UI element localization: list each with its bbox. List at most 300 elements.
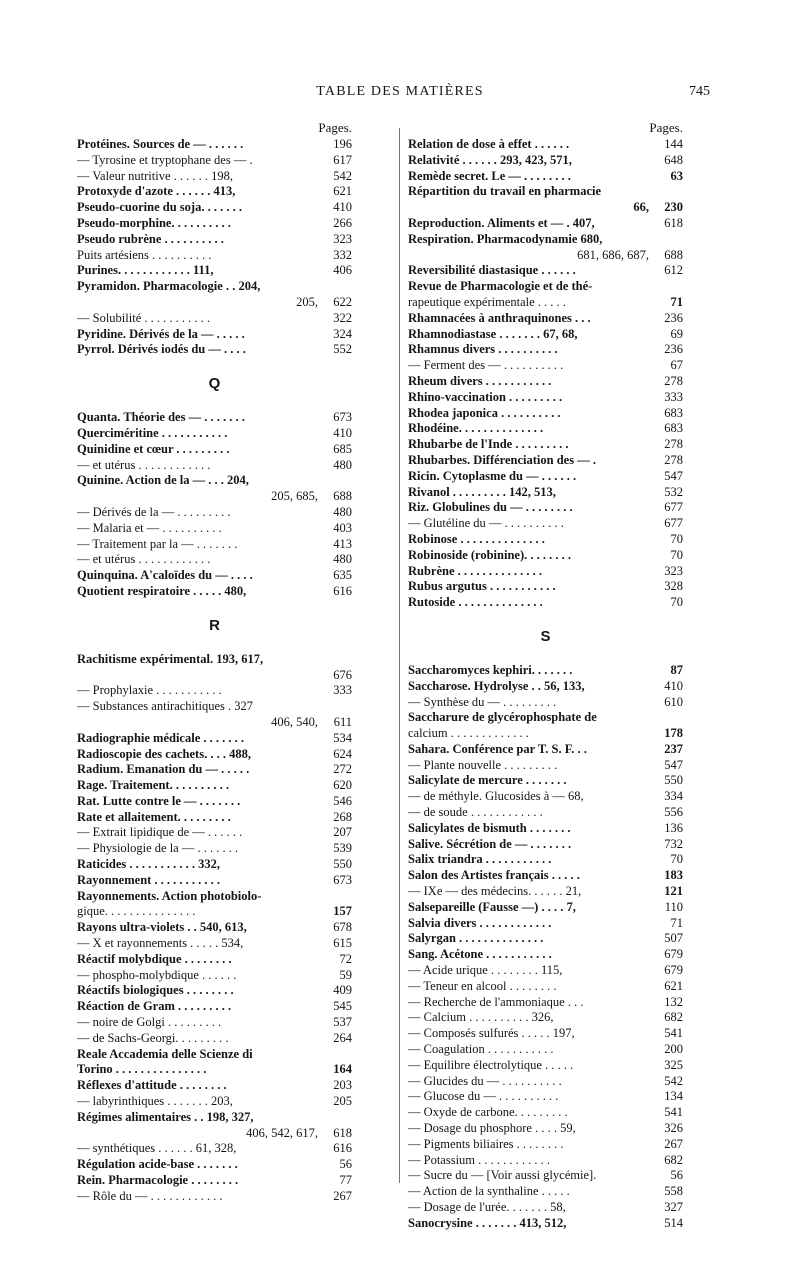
entry-page-number: 207 <box>333 825 352 840</box>
entry-text: — Malaria et — . . . . . . . . . . <box>77 520 222 535</box>
entry-page-number <box>318 889 352 905</box>
entry-page-number: 677 <box>664 500 683 515</box>
entry-page-number: 327 <box>664 1200 683 1214</box>
index-entry <box>408 500 683 516</box>
entry-page-number <box>649 710 683 726</box>
entry-text: Réaction de Gram . . . . . . . . . <box>77 999 232 1014</box>
entry-text: 205, <box>296 294 318 309</box>
entry-page-number: 59 <box>339 967 352 982</box>
index-entry <box>77 1157 352 1173</box>
index-entry <box>408 900 683 916</box>
entry-page-number: 136 <box>664 820 683 835</box>
index-entry <box>77 442 352 458</box>
entry-page-number: 268 <box>333 809 352 824</box>
index-entry <box>77 279 352 295</box>
index-entry <box>408 1074 683 1090</box>
entry-page-number <box>318 1047 352 1063</box>
entry-page-number: 87 <box>670 662 683 677</box>
index-entry <box>77 794 352 810</box>
entry-page-number: 621 <box>664 978 683 993</box>
entry-page-number: 542 <box>333 168 352 183</box>
entry-page-number: 677 <box>664 516 683 531</box>
entry-text: — Composés sulfurés . . . . . 197, <box>408 1026 575 1041</box>
entry-text: — noire de Golgi . . . . . . . . . <box>77 1015 222 1030</box>
entry-page-number: 617 <box>333 152 352 167</box>
index-entry <box>408 1089 683 1105</box>
entry-text: Quercimériti​ne . . . . . . . . . . . <box>77 425 228 440</box>
entry-text: Salicylate de mercure . . . . . . . <box>408 773 567 788</box>
entry-text: Respiration. Pharmacodynamie 680, <box>408 231 603 246</box>
index-entry <box>408 663 683 679</box>
index-entry <box>408 821 683 837</box>
entry-page-number: 480 <box>333 504 352 519</box>
entry-text: Rayonnement . . . . . . . . . . . <box>77 872 221 887</box>
index-entry <box>408 232 683 248</box>
index-column-right <box>408 118 683 1232</box>
index-entry <box>408 1042 683 1058</box>
entry-text: — Physiologie de la — . . . . . . . <box>77 841 239 856</box>
entry-page-number: 403 <box>333 520 352 535</box>
entry-page-number: 333 <box>333 683 352 698</box>
index-entry <box>77 295 352 311</box>
entry-text: 406, 542, 617, <box>246 1125 318 1140</box>
index-entry <box>77 521 352 537</box>
entry-page-number: 410 <box>333 200 352 215</box>
entry-text: — phospho-molybdique . . . . . . <box>77 967 237 982</box>
index-entry <box>77 1015 352 1031</box>
entry-text: — Potassium . . . . . . . . . . . . <box>408 1152 551 1167</box>
index-entry <box>77 169 352 185</box>
entry-page-number: 323 <box>664 563 683 578</box>
entry-text: Régulation acide-base . . . . . . . <box>77 1157 238 1172</box>
entry-page-number: 678 <box>333 920 352 935</box>
index-entry <box>77 747 352 763</box>
entry-text: Revue de Pharmacologie et de thé- <box>408 279 593 294</box>
index-entry <box>77 731 352 747</box>
entry-page-number: 203 <box>333 1078 352 1093</box>
index-entry <box>77 248 352 264</box>
entry-text: — Glucose du — . . . . . . . . . . <box>408 1089 559 1104</box>
entry-text: rapeutique expérimentale . . . . . <box>408 294 566 309</box>
entry-page-number: 611 <box>333 714 352 729</box>
index-entry <box>408 421 683 437</box>
entry-text: Quanta. Théorie des — . . . . . . . <box>77 410 245 425</box>
index-entry <box>77 153 352 169</box>
entry-page-number <box>649 279 683 295</box>
entry-text: Salix triandra . . . . . . . . . . . <box>408 852 552 867</box>
entry-text: Raticides . . . . . . . . . . . 332, <box>77 857 221 872</box>
entry-page-number <box>318 279 352 295</box>
entry-page-number: 205 <box>333 1094 352 1109</box>
index-entry <box>408 758 683 774</box>
entry-text: 681, 686, 687, <box>577 247 649 262</box>
entry-page-number: 610 <box>664 694 683 709</box>
entry-page-number <box>318 699 352 715</box>
entry-page-number: 683 <box>664 405 683 420</box>
entry-page-number: 410 <box>664 678 683 693</box>
index-entry <box>408 390 683 406</box>
entry-text: — Sucre du — [Voir aussi glycémie]. <box>408 1168 597 1183</box>
pages-label: Pages. <box>318 120 352 135</box>
index-entry <box>77 936 352 952</box>
entry-page-number: 278 <box>664 437 683 452</box>
entry-page-number: 278 <box>664 373 683 388</box>
index-entry <box>408 963 683 979</box>
entry-page-number <box>318 1110 352 1126</box>
entry-page-number: 326 <box>664 1121 683 1136</box>
index-entry <box>408 695 683 711</box>
index-entry <box>408 1153 683 1169</box>
entry-text: Rayons ultra-violets . . 540, 613, <box>77 920 247 935</box>
entry-page-number <box>649 184 683 200</box>
index-entry <box>77 489 352 505</box>
entry-text: — Action de la synthaline . . . . . <box>408 1184 570 1199</box>
entry-page-number: 480 <box>333 457 352 472</box>
entry-text: Radium. Emanation du — . . . . . <box>77 762 250 777</box>
index-entry <box>77 825 352 841</box>
entry-page-number: 230 <box>664 200 683 215</box>
entry-page-number: 325 <box>664 1057 683 1072</box>
running-title: TABLE DES MATIÈRES <box>316 84 484 99</box>
entry-text: Rachitisme expérimental. 193, 617, <box>77 651 264 666</box>
entry-page-number <box>649 232 683 248</box>
entry-text: Réactif molybdique . . . . . . . . <box>77 951 232 966</box>
entry-text: — Recherche de l'ammoniaque . . . <box>408 994 584 1009</box>
entry-page-number: 121 <box>664 884 683 899</box>
page-number: 745 <box>689 84 710 99</box>
entry-text: Rhino-vaccination . . . . . . . . . <box>408 389 563 404</box>
index-entry <box>77 999 352 1015</box>
entry-text: Rhubarbes. Différenciation des — . <box>408 452 596 467</box>
index-entry <box>77 1173 352 1189</box>
entry-page-number: 332 <box>333 247 352 262</box>
entry-text: Salvia divers . . . . . . . . . . . . <box>408 915 552 930</box>
index-entry <box>77 1189 352 1205</box>
index-entry <box>408 153 683 169</box>
entry-text: Rubus argutus . . . . . . . . . . . <box>408 579 556 594</box>
entry-text: — Plante nouvelle . . . . . . . . . <box>408 757 558 772</box>
entry-text: Relation de dose à effet . . . . . . <box>408 137 570 151</box>
entry-page-number: 673 <box>333 872 352 887</box>
entry-text: Reale Accademia delle Scienze di <box>77 1046 253 1061</box>
entry-text: Remède secret. Le — . . . . . . . . <box>408 168 571 183</box>
index-entry <box>408 437 683 453</box>
entry-text: Robinose . . . . . . . . . . . . . . <box>408 531 545 546</box>
entry-page-number: 534 <box>333 730 352 745</box>
entry-text: — Acide urique . . . . . . . . 115, <box>408 963 563 978</box>
section-letter: S <box>540 627 551 645</box>
index-entry <box>408 1105 683 1121</box>
entry-page-number: 732 <box>664 836 683 851</box>
index-entry <box>77 715 352 731</box>
entry-page-number: 410 <box>333 425 352 440</box>
entry-text: Rutoside . . . . . . . . . . . . . . <box>408 595 543 610</box>
entry-page-number <box>318 473 352 489</box>
entry-page-number: 323 <box>333 231 352 246</box>
index-entry <box>408 279 683 295</box>
index-entry <box>77 568 352 584</box>
index-entry <box>408 184 683 200</box>
entry-page-number: 324 <box>333 326 352 341</box>
index-entry <box>408 679 683 695</box>
entry-page-number: 70 <box>670 852 683 867</box>
entry-page-number: 514 <box>664 1215 683 1230</box>
entry-page-number: 71 <box>670 915 683 930</box>
entry-page-number: 56 <box>670 1168 683 1183</box>
index-entry <box>77 699 352 715</box>
entry-page-number: 409 <box>333 983 352 998</box>
entry-text: Rhodéine. . . . . . . . . . . . . . <box>408 421 544 436</box>
entry-text: Saccharose. Hydrolyse . . 56, 133, <box>408 678 585 693</box>
index-entry <box>77 652 352 668</box>
entry-text: — Ferment des — . . . . . . . . . . <box>408 358 564 373</box>
entry-text: — Extrait lipidique de — . . . . . . <box>77 825 243 840</box>
index-entry <box>77 537 352 553</box>
entry-page-number: 541 <box>664 1026 683 1041</box>
entry-page-number: 267 <box>664 1136 683 1151</box>
index-entry <box>77 216 352 232</box>
index-entry <box>77 841 352 857</box>
index-entry <box>77 683 352 699</box>
index-entry <box>408 995 683 1011</box>
index-entry <box>77 778 352 794</box>
entry-text: — Equilibre électrolytique . . . . . <box>408 1057 574 1072</box>
entry-page-number: 67 <box>670 358 683 373</box>
entry-text: Quinidine et cœur . . . . . . . . . <box>77 441 230 456</box>
entry-page-number: 616 <box>333 583 352 598</box>
index-entry <box>77 200 352 216</box>
entry-page-number: 683 <box>664 421 683 436</box>
entry-text: — Substances antirachitiques . 327 <box>77 699 254 714</box>
entry-text: — de soude . . . . . . . . . . . . <box>408 805 543 820</box>
index-entry <box>408 884 683 900</box>
entry-page-number: 550 <box>664 773 683 788</box>
entry-text: — Pigments biliaires . . . . . . . . <box>408 1136 564 1151</box>
entry-page-number: 196 <box>333 137 352 151</box>
entry-page-number: 267 <box>333 1188 352 1203</box>
index-entry <box>408 469 683 485</box>
entry-page-number: 71 <box>670 294 683 309</box>
entry-text: — Dérivés de la — . . . . . . . . . <box>77 504 231 519</box>
entry-page-number: 624 <box>333 746 352 761</box>
entry-page-number: 679 <box>664 947 683 962</box>
entry-page-number <box>318 652 352 668</box>
entry-text: Relativité . . . . . . 293, 423, 571, <box>408 152 572 167</box>
entry-page-number: 72 <box>339 951 352 966</box>
index-entry <box>408 916 683 932</box>
index-entry <box>408 1168 683 1184</box>
entry-text: — Prophylaxie . . . . . . . . . . . <box>77 683 222 698</box>
entry-text: — Rôle du — . . . . . . . . . . . . <box>77 1188 223 1203</box>
index-entry <box>408 1200 683 1216</box>
entry-page-number: 539 <box>333 841 352 856</box>
index-entry <box>77 873 352 889</box>
index-entry <box>408 137 683 153</box>
entry-text: Saccharomyces kephiri. . . . . . . <box>408 662 573 677</box>
entry-text: Rat. Lutte contre le — . . . . . . . <box>77 793 241 808</box>
entry-page-number: 236 <box>664 342 683 357</box>
index-entry <box>408 342 683 358</box>
index-entry <box>408 485 683 501</box>
entry-text: Rhamnacées à anthraquinones . . . <box>408 310 591 325</box>
entry-text: — Glucides du — . . . . . . . . . . <box>408 1073 562 1088</box>
entry-page-number: 406 <box>333 263 352 278</box>
entry-text: 205, 685, <box>271 489 318 504</box>
entry-text: Radioscopie des cachets. . . . 488, <box>77 746 251 761</box>
entry-text: Rheum divers . . . . . . . . . . . <box>408 373 552 388</box>
entry-text: — de Sachs-Georgi. . . . . . . . . <box>77 1030 229 1045</box>
entry-page-number: 272 <box>333 762 352 777</box>
index-entry <box>77 983 352 999</box>
column-divider <box>399 128 400 1183</box>
index-entry <box>408 805 683 821</box>
index-entry <box>77 232 352 248</box>
entry-text: gique. . . . . . . . . . . . . . . <box>77 904 196 919</box>
entry-page-number: 616 <box>333 1141 352 1156</box>
entry-text: Torino . . . . . . . . . . . . . . . <box>77 1062 207 1077</box>
index-entry <box>408 837 683 853</box>
index-entry <box>408 564 683 580</box>
entry-page-number: 70 <box>670 595 683 610</box>
index-entry <box>408 516 683 532</box>
entry-text: Radiographie médicale . . . . . . . <box>77 730 245 745</box>
entry-page-number: 547 <box>664 468 683 483</box>
index-entry <box>408 726 683 742</box>
entry-page-number: 56 <box>339 1157 352 1172</box>
entry-text: Reproduction. Aliments et — . 407, <box>408 215 595 230</box>
entry-text: Salon des Artistes français . . . . . <box>408 868 580 883</box>
entry-text: — synthétiques . . . . . . 61, 328, <box>77 1141 237 1156</box>
index-entry <box>408 1121 683 1137</box>
index-entry <box>77 968 352 984</box>
entry-text: — Oxyde de carbone. . . . . . . . . <box>408 1105 568 1120</box>
entry-text: Réflexes d'attitude . . . . . . . . <box>77 1078 227 1093</box>
index-column-left <box>77 118 352 1205</box>
entry-page-number: 178 <box>664 726 683 741</box>
index-entry <box>77 184 352 200</box>
entry-text: — X et rayonnements . . . . . 534, <box>77 936 244 951</box>
entry-text: Ricin. Cytoplasme du — . . . . . . <box>408 468 577 483</box>
index-entry <box>408 216 683 232</box>
page-header <box>0 84 800 104</box>
index-entry <box>408 1137 683 1153</box>
index-entry <box>408 947 683 963</box>
entry-text: Quinine. Action de la — . . . 204, <box>77 473 249 488</box>
entry-page-number: 542 <box>664 1073 683 1088</box>
entry-page-number: 635 <box>333 568 352 583</box>
entry-text: Pyramidon. Pharmacologie . . 204, <box>77 279 261 294</box>
entry-page-number: 612 <box>664 263 683 278</box>
entry-text: — Solubilité . . . . . . . . . . . <box>77 310 210 325</box>
index-entry <box>408 295 683 311</box>
entry-page-number: 620 <box>333 778 352 793</box>
entry-page-number: 558 <box>664 1184 683 1199</box>
entry-page-number: 682 <box>664 1152 683 1167</box>
entry-text <box>77 668 318 684</box>
entry-page-number: 673 <box>333 410 352 425</box>
entry-text: Sanocrysine . . . . . . . 413, 512, <box>408 1215 567 1230</box>
pages-label: Pages. <box>649 120 683 135</box>
entry-text: 66, <box>633 200 649 215</box>
entry-text: Rhodea japonica . . . . . . . . . . <box>408 405 561 420</box>
index-entry <box>408 327 683 343</box>
index-entry <box>408 200 683 216</box>
index-entry <box>408 263 683 279</box>
entry-text: Réactifs biologiques . . . . . . . . <box>77 983 234 998</box>
index-entry <box>77 1062 352 1078</box>
entry-page-number: 413 <box>333 536 352 551</box>
entry-page-number: 144 <box>664 137 683 151</box>
entry-text: Répartition du travail en pharmacie <box>408 184 602 199</box>
index-entry <box>408 579 683 595</box>
index-entry <box>408 789 683 805</box>
index-entry <box>77 762 352 778</box>
entry-text: Rivanol . . . . . . . . . 142, 513, <box>408 484 556 499</box>
entry-text: — et utérus . . . . . . . . . . . . <box>77 457 211 472</box>
index-entry <box>77 473 352 489</box>
entry-page-number: 480 <box>333 552 352 567</box>
entry-text: Purines. . . . . . . . . . . . 111, <box>77 263 214 278</box>
entry-text: — IXe — des médecins. . . . . . 21, <box>408 884 582 899</box>
index-entry <box>408 453 683 469</box>
index-entry <box>408 532 683 548</box>
entry-text: Protoxyde d'azote . . . . . . 413, <box>77 184 236 199</box>
index-entry <box>408 1026 683 1042</box>
entry-page-number: 110 <box>664 899 683 914</box>
index-entry <box>77 920 352 936</box>
entry-text: Sahara. Conférence par T. S. F. . . <box>408 741 587 756</box>
entry-page-number: 328 <box>664 579 683 594</box>
index-entry <box>77 552 352 568</box>
index-entry <box>77 137 352 153</box>
index-entry <box>77 1126 352 1142</box>
index-entry <box>77 889 352 905</box>
entry-page-number: 615 <box>333 936 352 951</box>
index-entry <box>408 1216 683 1232</box>
index-entry <box>408 868 683 884</box>
index-entry <box>408 1058 683 1074</box>
entry-text: — et utérus . . . . . . . . . . . . <box>77 552 211 567</box>
entry-page-number: 322 <box>333 310 352 325</box>
entry-page-number: 69 <box>670 326 683 341</box>
index-entry <box>408 548 683 564</box>
entry-page-number: 688 <box>664 247 683 262</box>
index-entry <box>408 374 683 390</box>
entry-text: Rage. Traitement. . . . . . . . . . <box>77 778 229 793</box>
entry-page-number: 685 <box>333 441 352 456</box>
entry-text: — Synthèse du — . . . . . . . . . <box>408 694 557 709</box>
entry-page-number: 134 <box>664 1089 683 1104</box>
entry-text: Pseudo-cuorine du soja. . . . . . . <box>77 200 242 215</box>
entry-text: — Glutéline du — . . . . . . . . . . <box>408 516 564 531</box>
entry-page-number: 164 <box>333 1062 352 1077</box>
entry-text: Rubrène . . . . . . . . . . . . . . <box>408 563 543 578</box>
entry-page-number: 541 <box>664 1105 683 1120</box>
index-entry <box>408 248 683 264</box>
entry-text: Salsepareille (Fausse —) . . . . 7, <box>408 899 576 914</box>
index-entry <box>77 1047 352 1063</box>
entry-page-number: 537 <box>333 1015 352 1030</box>
index-entry <box>77 952 352 968</box>
index-entry <box>408 311 683 327</box>
index-entry <box>77 342 352 358</box>
entry-page-number: 545 <box>333 999 352 1014</box>
index-entry <box>77 904 352 920</box>
entry-page-number: 618 <box>333 1125 352 1140</box>
entry-page-number: 333 <box>664 389 683 404</box>
entry-text: Rayonnements. Action photobiolo- <box>77 888 262 903</box>
entry-text: Salicylates de bismuth . . . . . . . <box>408 820 571 835</box>
